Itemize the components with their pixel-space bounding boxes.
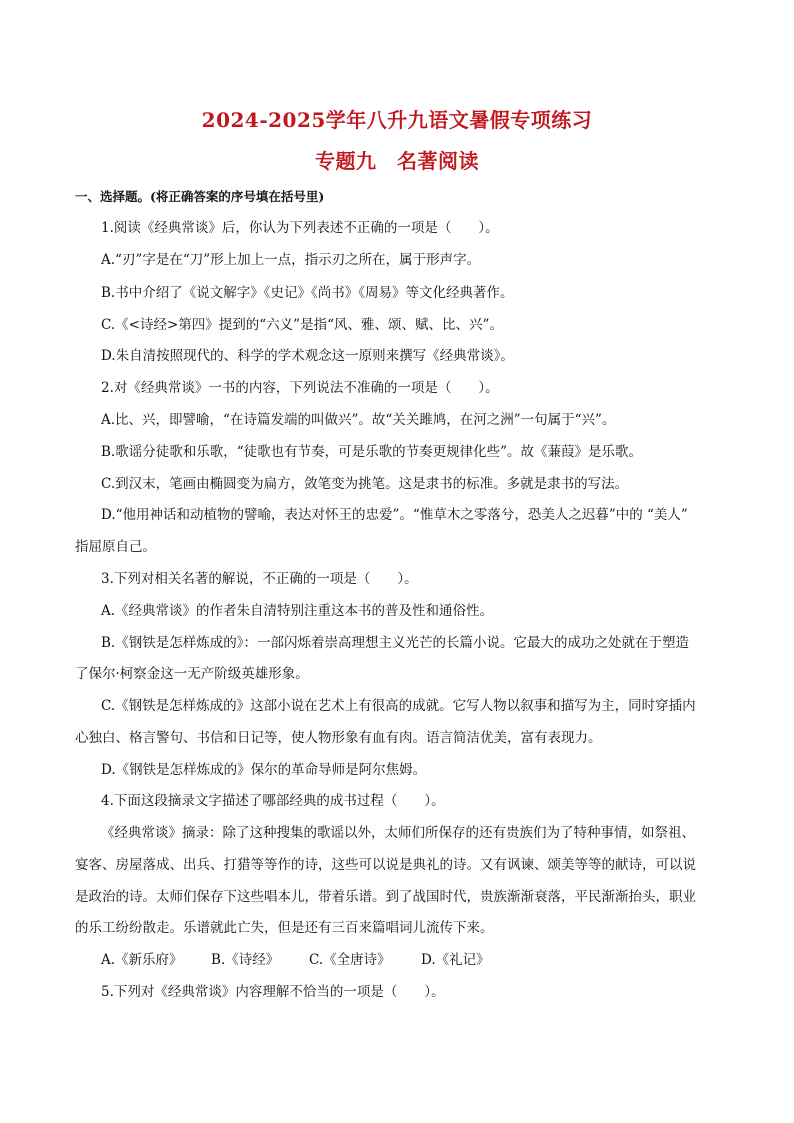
question-1-option-a: A.“刃”字是在“刀”形上加上一点，指示刃之所在，属于形声字。 (101, 252, 481, 268)
question-3-option-b-cont: 了保尔·柯察金这一无产阶级英雄形象。 (75, 666, 309, 682)
question-4-options (101, 951, 490, 969)
question-4-stem: 4.下面这段摘录文字描述了哪部经典的成书过程（ ）。 (101, 793, 445, 809)
question-2-option-b: B.歌谣分徒歌和乐歌，“徒歌也有节奏，可是乐歌的节奏更规律化些”。故《蒹葭》是乐歌。 (101, 444, 643, 460)
question-1-option-b: B.书中介绍了《说文解字》《史记》《尚书》《周易》等文化经典著作。 (101, 285, 514, 301)
question-2-option-d: D.“他用神话和动植物的譬喻，表达对怀王的忠爱”。“惟草木之零落兮，恐美人之迟暮”中的 “美人” (101, 507, 688, 523)
question-4-passage-cont: 是政治的诗。太师们保存下这些唱本儿，带着乐谱。到了战国时代，贵族渐渐衰落，平民渐渐抬头，职业 (75, 889, 696, 905)
question-1-stem: 1.阅读《经典常谈》后，你认为下列表述不正确的一项是（ ）。 (101, 220, 499, 236)
question-5-stem: 5.下列对《经典常谈》内容理解不恰当的一项是（ ）。 (101, 984, 445, 1000)
question-3-option-c: C.《钢铁是怎样炼成的》这部小说在艺术上有很高的成就。它写人物以叙事和描写为主，同时穿插内 (101, 698, 696, 714)
question-3-option-b: B.《钢铁是怎样炼成的》：一部闪烁着崇高理想主义光芒的长篇小说。它最大的成功之处就在于塑造 (101, 635, 689, 651)
question-4-option-d: D.《礼记》 (421, 952, 490, 968)
question-2-option-a: A.比、兴，即譬喻，“在诗篇发端的叫做兴”。故“关关雎鸠，在河之洲”一句属于“兴”。 (101, 412, 616, 428)
question-2-option-d-cont: 指屈原自己。 (75, 539, 156, 555)
question-4-option-a: A.《新乐府》 (101, 952, 183, 968)
question-3-option-c-cont: 心独白、格言警句、书信和日记等，使人物形象有血有肉。语言简洁优美，富有表现力。 (75, 730, 602, 746)
question-1-option-c: C.《<诗经>第四》提到的“六义”是指“风、雅、颂、赋、比、兴”。 (101, 317, 503, 333)
question-1-option-d: D.朱自清按照现代的、科学的学术观念这一原则来撰写《经典常谈》。 (101, 348, 514, 364)
question-2-option-c: C.到汉末，笔画由椭圆变为扁方，敛笔变为挑笔。这是隶书的标准。多就是隶书的写法。 (101, 476, 629, 492)
question-3-option-a: A.《经典常谈》的作者朱自清特别注重这本书的普及性和通俗性。 (101, 603, 494, 619)
question-2-stem: 2.对《经典常谈》一书的内容，下列说法不准确的一项是（ ）。 (101, 380, 499, 396)
question-4-passage-cont: 的乐工纷纷散走。乐谱就此亡失，但是还有三百来篇唱词儿流传下来。 (75, 920, 494, 936)
question-4-option-c: C.《全唐诗》 (309, 952, 391, 968)
section-heading: 一、选择题。(将正确答案的序号填在括号里) (75, 189, 325, 204)
document-title: 2024-2025学年八升九语文暑假专项练习 (201, 108, 593, 132)
question-4-passage: 《经典常谈》摘录：除了这种搜集的歌谣以外，太师们所保存的还有贵族们为了特种事情，如祭祖、 (101, 825, 695, 841)
document-subtitle: 专题九 名著阅读 (315, 149, 479, 173)
question-4-passage-cont: 宴客、房屋落成、出兵、打猎等等作的诗，这些可以说是典礼的诗。又有讽谏、颂美等等的献诗，可以说 (75, 857, 696, 873)
question-3-stem: 3.下列对相关名著的解说，不正确的一项是（ ）。 (101, 571, 418, 587)
question-4-option-b: B.《诗经》 (211, 952, 280, 968)
question-3-option-d: D.《钢铁是怎样炼成的》保尔的革命导师是阿尔焦姆。 (101, 762, 427, 778)
